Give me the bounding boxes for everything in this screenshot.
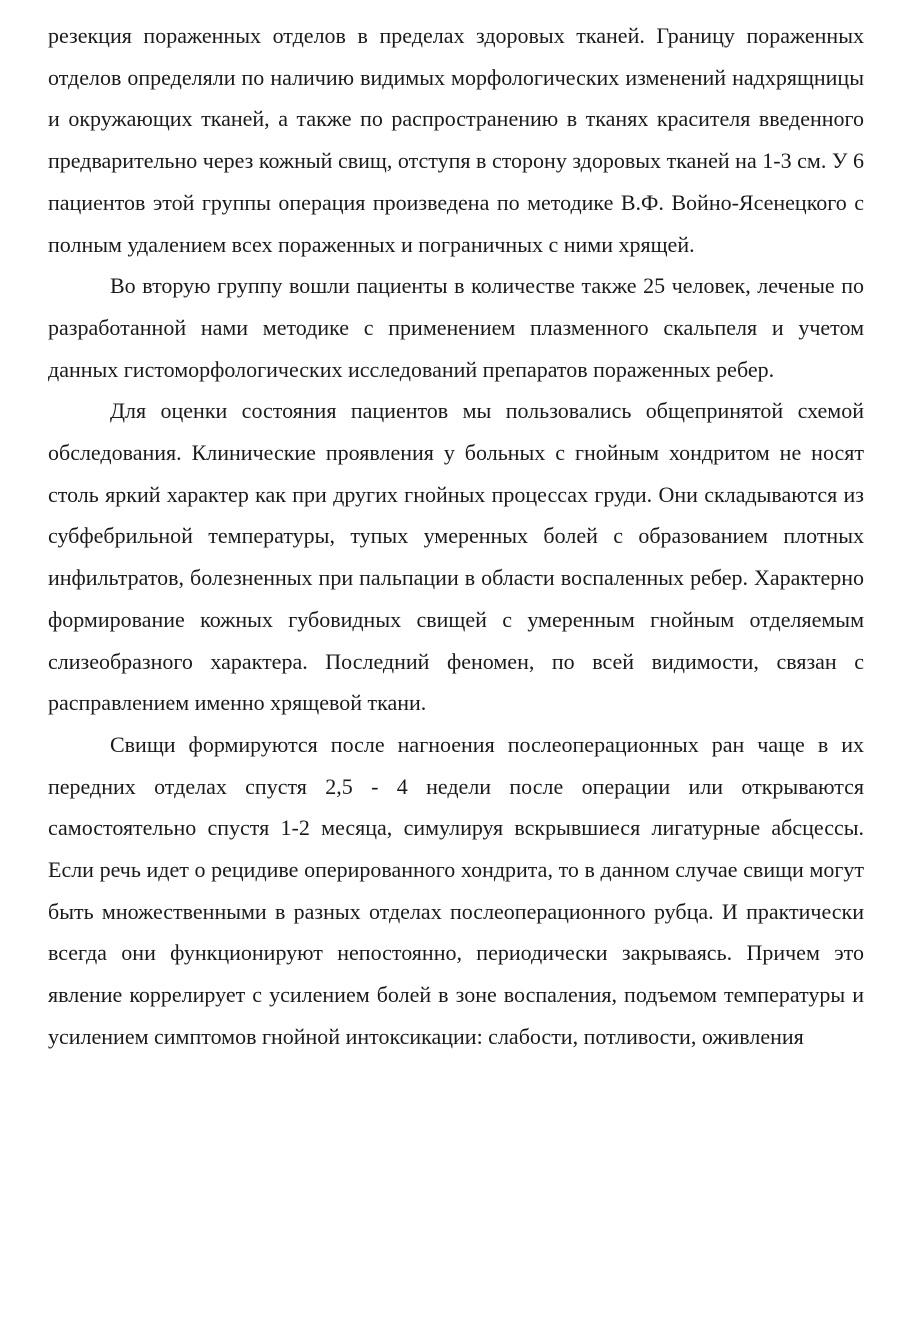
body-text [48,15,864,1058]
paragraph-4: Свищи формируются после нагноения послеоперационных ран чаще в их передних отделах спустя 2,5 - 4 недели после операции или открываются самостоятельно спустя 1-2 месяца, симулируя вскрывшиеся лигатурные абсцессы. Если речь идет о рецидиве оперированного хондрита, то в данном случае свищи могут быть множественными в разных отделах послеоперационного рубца. И практически всегда они функционируют непостоянно, периодически закрываясь. Причем это явление коррелирует с усилением болей в зоне воспаления, подъемом температуры и усилением симптомов гнойной интоксикации: слабости, потливости, оживления [48,731,864,1049]
paragraph-3: Для оценки состояния пациентов мы пользовались общепринятой схемой обследования. Клинические проявления у больных с гнойным хондритом не носят столь яркий характер как при других гнойных процессах груди. Они складываются из субфебрильной температуры, тупых умеренных болей с образованием плотных инфильтратов, болезненных при пальпации в области воспаленных ребер. Характерно формирование кожных губовидных свищей с умеренным гнойным отделяемым слизеобразного характера. Последний феномен, по всей видимости, связан с расправлением именно хрящевой ткани. [48,398,864,716]
paragraph-2: Во вторую группу вошли пациенты в количестве также 25 человек, леченые по разработанной нами методике с применением плазменного скальпеля и учетом данных гистоморфологических исследований препаратов пораженных ребер. [48,273,864,382]
paragraph-1: резекция пораженных отделов в пределах здоровых тканей. Границу пораженных отделов определяли по наличию видимых морфологических изменений надхрящницы и окружающих тканей, а также по распространению в тканях красителя введенного предварительно через кожный свищ, отступя в сторону здоровых тканей на 1-3 см. У 6 пациентов этой группы операция произведена по методике В.Ф. Войно-Ясенецкого с полным удалением всех пораженных и пограничных с ними хрящей. [48,23,864,257]
